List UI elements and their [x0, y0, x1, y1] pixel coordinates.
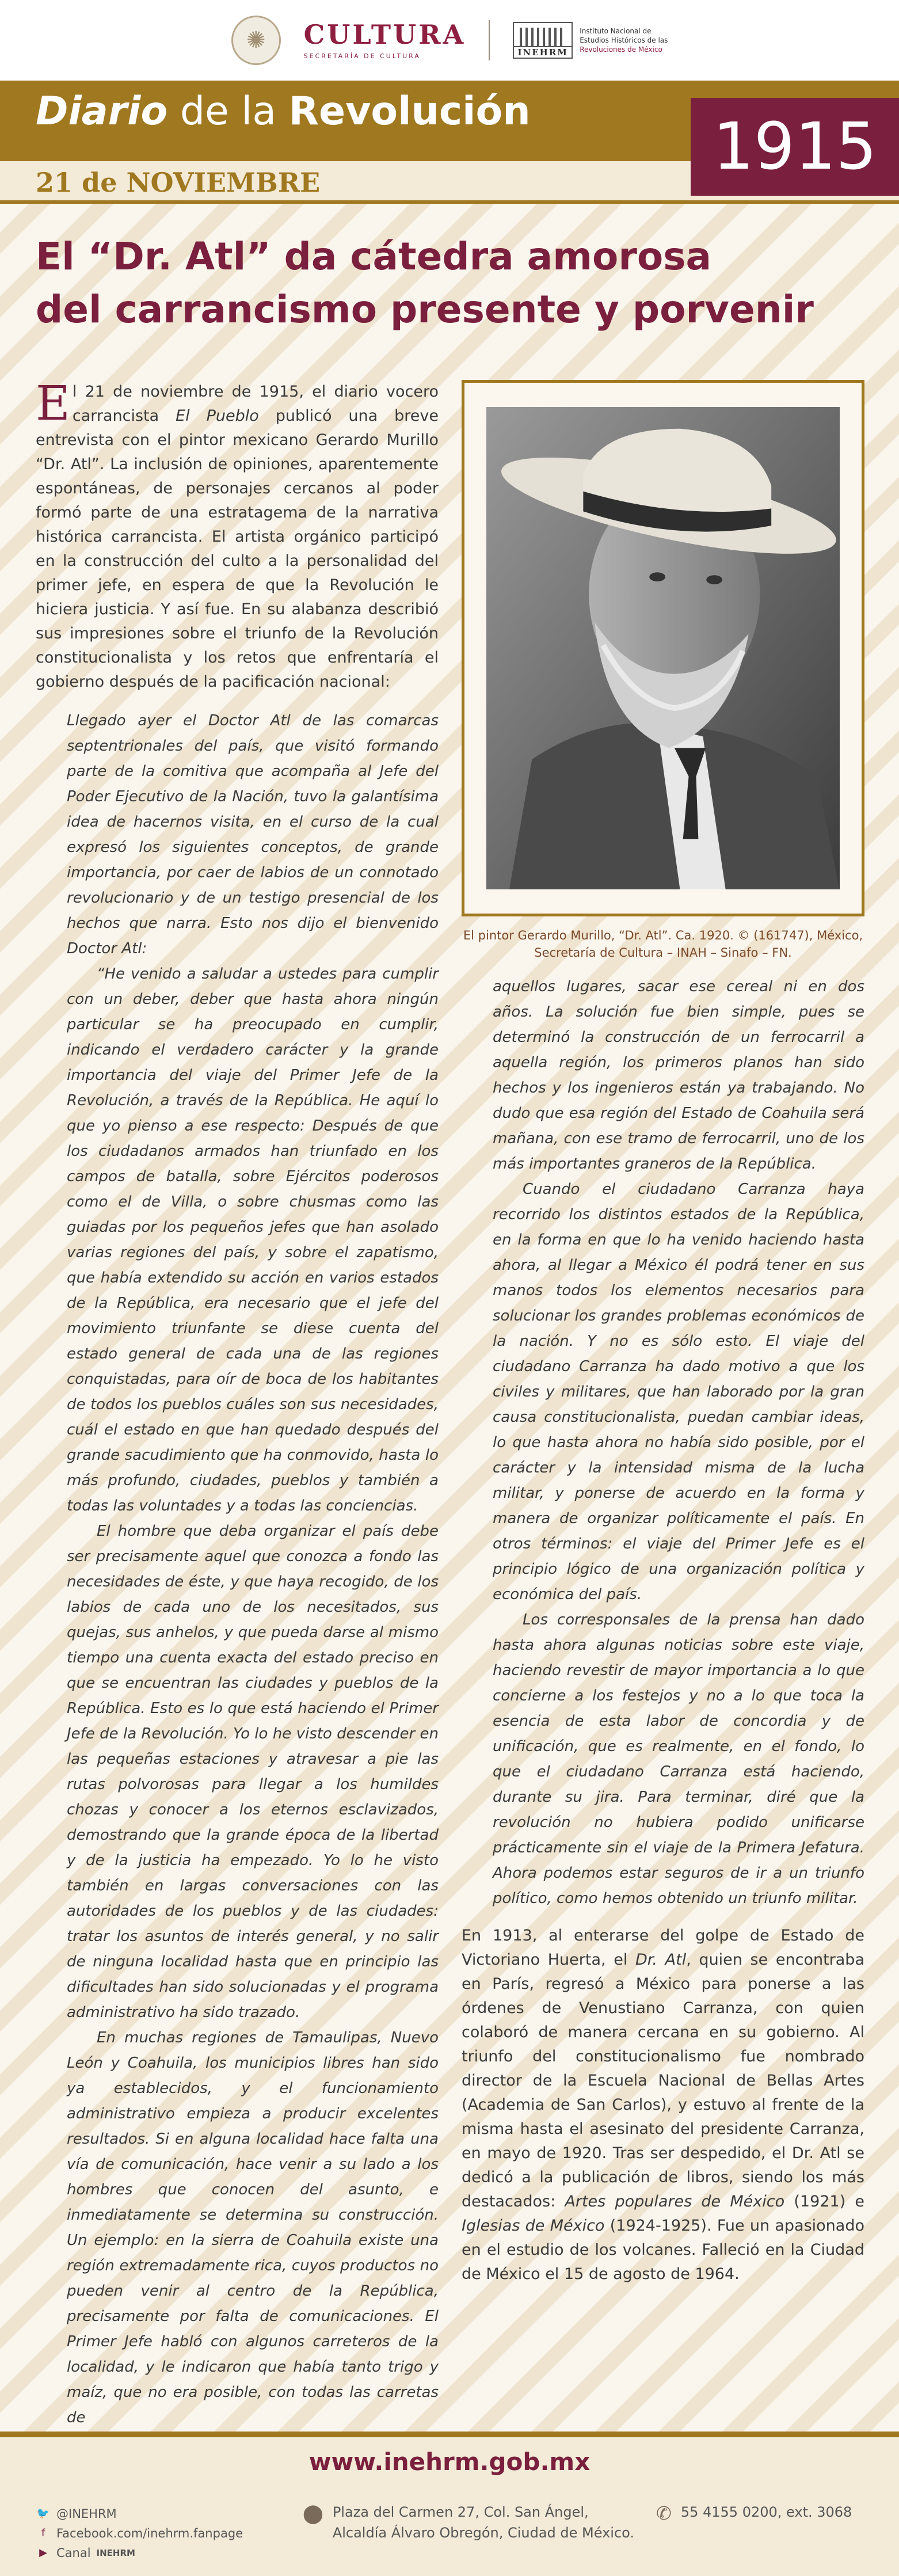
portrait-caption: [462, 927, 864, 961]
facebook-link[interactable]: [36, 2524, 243, 2543]
year-label: 1915: [713, 109, 877, 184]
quote-paragraph-5: aquellos lugares, sacar ese cereal ni en dos años. La solución fue bien simple, pues se determinó la construcción de un ferrocarril a aquella región, los primeros planos han sido hechos y los ingenieros están ya trabajando. No dudo que esa región del Estado de Coahuila será mañana, con ese tramo de ferrocarril, uno de los más importantes graneros de la República.: [493, 978, 864, 1173]
closing-text-b: , quien se encontraba en París, regresó a México para ponerse a las órdenes de Venustiano Carranza, con quien colaboró de manera cercana en su gobierno. Al triunfo del constitucionalismo fue nombrado director de la Escuela Nacional de Bellas Artes (Academia de San Carlos), y estuvo al frente de la misma hasta el asesinato del presidente Carranza, en mayo de 1920. Tras ser despedido, el Dr. Atl se dedicó a la publicación de libros, siendo los más destacados:: [462, 1951, 864, 2210]
cultura-logo: [303, 18, 466, 60]
address-line-1: Plaza del Carmen 27, Col. San Ángel,: [332, 2504, 589, 2520]
series-title-word-2: de la: [167, 89, 289, 134]
caption-line-1: El pintor Gerardo Murillo, “Dr. Atl”. Ca. 1920. © (161747), México,: [463, 929, 863, 942]
closing-text-a: En 1913, al enterarse del golpe de Estado de Victoriano Huerta, el: [462, 1927, 864, 1969]
intro-text-b: publicó una breve entrevista con el pintor mexicano Gerardo Murillo “Dr. Atl”. La inclusión de opiniones, aparentemente espontáneas, de personajes cercanos al poder formó parte de una estratagema de la narrativa histórica carrancista. El artista orgánico participó en la construcción del culto a la personalidad del primer jefe, en espera de que la Revolución le hiciera justicia. Y así fue. En su alabanza describió sus impresiones sobre el triunfo de la Revolución constitucionalista y los retos que enfrentaría el gobierno después de la pacificación nacional:: [36, 407, 439, 691]
twitter-link[interactable]: [36, 2504, 243, 2524]
series-title: [36, 89, 531, 134]
logo-divider: [489, 20, 490, 60]
headline-line-2: del carrancismo presente y porvenir: [36, 287, 814, 332]
quote-paragraph-1: Llegado ayer el Doctor Atl de las comarcas septentrionales del país, que visitó formando parte de la comitiva que acompaña al Jefe del Poder Ejecutivo de la Nación, tuvo la galantísima idea de hacernos visita, en el curso de la cual expresó los siguientes conceptos, de grande importancia, por caer de labios de un connotado revolucionario y de un testigo presencial de los hechos que narra. Esto nos dijo el bienvenido Doctor Atl:: [67, 712, 439, 957]
cultura-wordmark: CULTURA: [303, 18, 466, 50]
website-link[interactable]: www.inehrm.gob.mx: [308, 2448, 591, 2476]
facebook-icon: f: [41, 2527, 45, 2539]
closing-text-c: (1921) e: [784, 2193, 864, 2210]
phone-block: [656, 2502, 852, 2525]
closing-text-d: (1924-1925). Fue un apasionado en el estudio de los volcanes. Falleció en la Ciudad de México el 15 de agosto de 1964.: [462, 2217, 864, 2283]
caption-line-2: Secretaría de Cultura – INAH – Sinafo – FN.: [534, 946, 792, 960]
address-line-2: Alcaldía Álvaro Obregón, Ciudad de México.: [332, 2525, 635, 2541]
series-title-word-1: Diario: [36, 89, 168, 134]
cultura-subtitle: SECRETARÍA DE CULTURA: [303, 52, 421, 60]
quote-paragraph-2: “He venido a saludar a ustedes para cumplir con un deber, deber que hasta ahora ningún particular se ha preocupado en cumplir, indicando el verdadero carácter y la grande importancia del viaje del Primer Jefe de la Revolución, a través de la República. He aquí lo que yo pienso a ese respecto: Después de que los ciudadanos armados han triunfado en los campos de batalla, sobre Ejércitos poderosos como el de Villa, o sobre chusmas como las guiadas por los pequeños jefes que han asolado varias regiones del país, y sobre el zapatismo, que había extendido su acción en varios estados de la República, era necesario que el jefe del movimiento triunfante se diese cuenta del estado general de cada una de las regiones conquistadas, para oír de boca de los habitantes de todos los pueblos cuáles son sus necesidades, cuál el estado en que han quedado después del grande sacudimiento que ha conmovido, hasta lo más profundo, ciudades, pueblos y también a todas las voluntades y a todas las conciencias.: [67, 965, 439, 1515]
twitter-icon: 🐦: [36, 2507, 50, 2520]
closing-book-2: Iglesias de México: [462, 2217, 605, 2235]
intro-text-a: l 21 de noviembre de 1915, el diario vocero carrancista: [72, 383, 439, 425]
inehrm-building-icon: [513, 22, 573, 59]
closing-paragraph: [462, 1924, 864, 2286]
phone-number: 55 4155 0200, ext. 3068: [680, 2504, 852, 2520]
entry-date: 21 de NOVIEMBRE: [36, 167, 321, 198]
location-pin-icon: ⬤: [303, 2502, 323, 2524]
closing-book-1: Artes populares de México: [565, 2193, 785, 2210]
youtube-link[interactable]: [36, 2543, 243, 2563]
quote-paragraph-3: El hombre que deba organizar el país debe ser precisamente aquel que conozca a fondo las necesidades de éste, y que haya recogido, de los labios de cada uno de los necesitados, sus quejas, sus anhelos, y que pueda darse al mismo tiempo una cuenta exacta del estado preciso en que se encuentran las ciudades y pueblos de la República. Esto es lo que está haciendo el Primer Jefe de la Revolución. Yo lo he visto descender en las pequeñas estaciones y atravesar a pie las rutas polvorosas para llegar a los humildes chozas y conocer a los eternos esclavizados, demostrando que la grande época de la libertad y de la justicia ha empezado. Yo lo he visto también en largas conversaciones con las autoridades de los pueblos y de las ciudades: tratar los asuntos de interés general, y no salir de ninguna localidad hasta que en principio las dificultades han sido solucionadas y el programa administrativo ha sido trazado.: [67, 1523, 439, 2021]
inehrm-desc-line-1: Instituto Nacional de: [580, 26, 652, 35]
intro-paragraph: [36, 376, 439, 694]
headline-line-1: El “Dr. Atl” da cátedra amorosa: [36, 234, 712, 279]
facebook-url: Facebook.com/inehrm.fanpage: [56, 2526, 243, 2540]
quote-paragraph-7: Los corresponsales de la prensa han dado hasta ahora algunas noticias sobre este viaje, haciendo revestir de mayor importancia a lo que concierne a los festejos y no a lo que toca la esencia de esta labor de concordia y de unificación, que es realmente, en el fondo, lo que el ciudadano Carranza está haciendo, durante su jira. Para terminar, diré que la revolución no hubiera podido unificarse prácticamente sin el viaje de la Primera Jefatura. Ahora podemos estar seguros de ir a un triunfo político, como hemos obtenido un triunfo militar.: [493, 1611, 864, 1907]
inehrm-desc-line-3: Revoluciones de México: [580, 45, 662, 54]
series-title-word-3: Revolución: [288, 89, 531, 134]
article-headline: [36, 230, 876, 336]
twitter-handle: @INEHRM: [56, 2507, 117, 2521]
intro-newspaper-name: El Pueblo: [176, 407, 259, 425]
inehrm-logo-text: INEHRM: [514, 46, 572, 58]
phone-icon: ✆: [656, 2502, 672, 2524]
inehrm-desc-line-2: Estudios Históricos de las: [580, 36, 668, 44]
closing-name: Dr. Atl: [635, 1951, 687, 1969]
social-links: [36, 2504, 243, 2563]
year-badge: [691, 98, 899, 196]
portrait-photo: [486, 407, 840, 889]
left-column: [36, 376, 439, 2430]
quote-paragraph-4: En muchas regiones de Tamaulipas, Nuevo León y Coahuila, los municipios libres han sido ya establecidos, y el funcionamiento administrativo empieza a producir excelentes resultados. Si en alguna localidad hace falta una vía de comunicación, hace venir a su lado a los hombres que conocen del asunto, e inmediatamente se determina su construcción. Un ejemplo: en la sierra de Coahuila existe una región extremadamente rica, cuyos productos no pueden venir al centro de la República, precisamente por falta de comunicaciones. El Primer Jefe habló con algunos carreteros de la localidad, y le indicaron que había tanto trigo y maíz, que no era posible, con todas las carretas de: [67, 2029, 439, 2426]
quote-paragraph-6: Cuando el ciudadano Carranza haya recorrido los distintos estados de la República, en la forma en que lo ha venido haciendo hasta ahora, al llegar a México él podrá tener en sus manos todos los elementos necesarios para solucionar los grandes problemas económicos de la nación. Y no es sólo esto. El viaje del ciudadano Carranza ha dado motivo a que los civiles y militares, que han laborado por la gran causa constitucionalista, puedan cambiar ideas, lo que hasta ahora no había sido posible, por el carácter y la intensidad misma de la lucha militar, y ponerse de acuerdo en la forma y manera de organizar políticamente el país. En otros términos: el viaje del Primer Jefe es el principio lógico de una organización política y económica del país.: [493, 1181, 864, 1603]
canal-brand: INEHRM: [96, 2548, 135, 2558]
top-logo-bar: [0, 0, 899, 81]
canal-label: Canal: [56, 2546, 91, 2560]
inehrm-logo: [513, 22, 668, 59]
eagle-seal-icon: ✺: [231, 16, 281, 65]
portrait-illustration: [486, 407, 840, 889]
portrait-frame: [462, 380, 864, 916]
address-block: [303, 2502, 634, 2543]
footer: [0, 2437, 899, 2576]
inehrm-description: [580, 26, 668, 55]
footer-rule: [0, 2432, 899, 2437]
youtube-icon: ▶: [39, 2547, 47, 2559]
drop-cap: E: [36, 376, 70, 431]
right-column: [462, 380, 864, 2286]
